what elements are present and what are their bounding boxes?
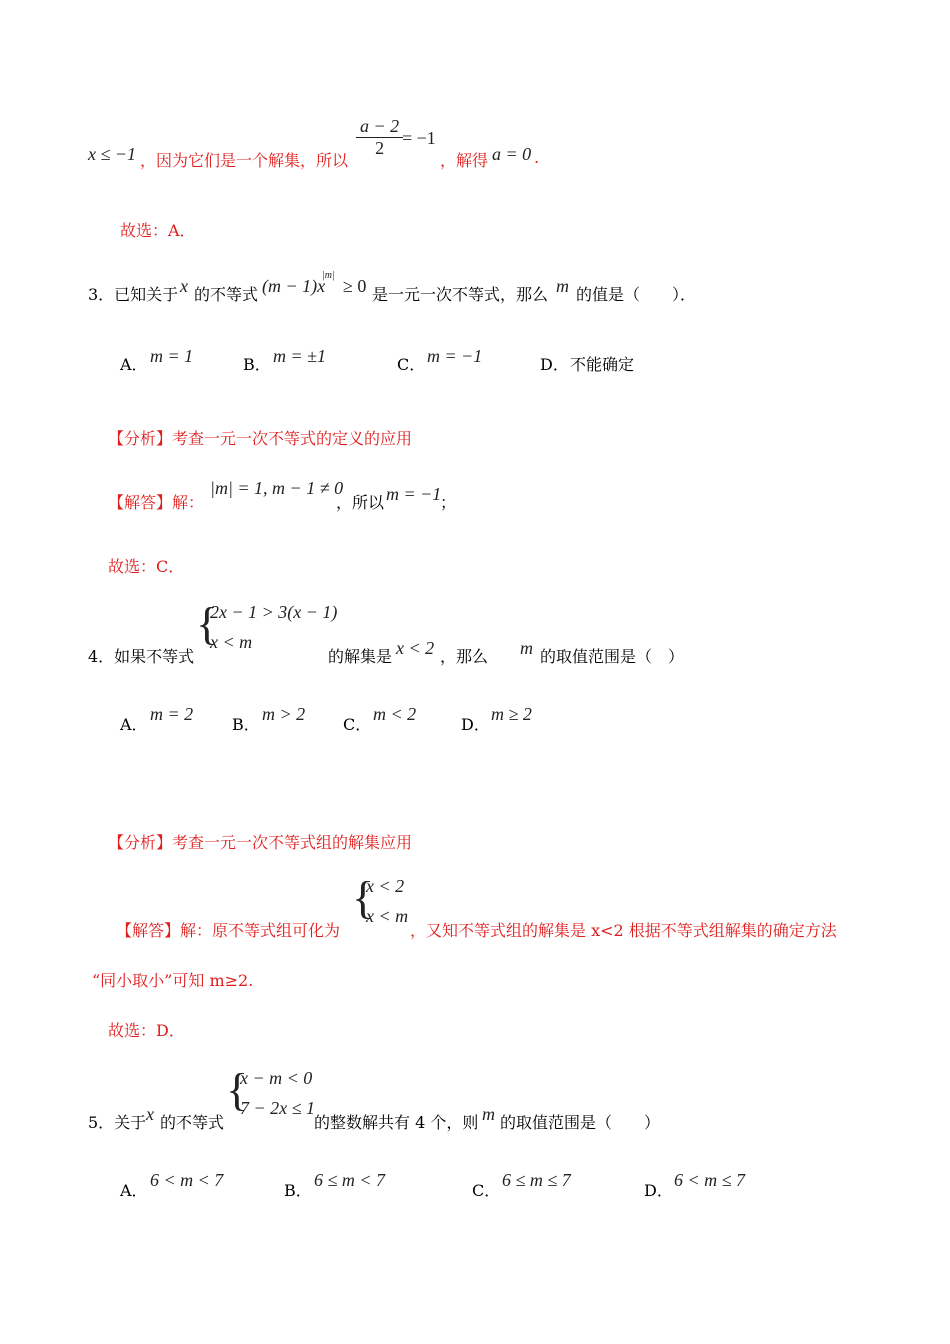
q4-option-a-label: A． <box>120 715 148 734</box>
q5-option-a: 6 < m < 7 <box>150 1170 224 1190</box>
q5-option-c: 6 ≤ m ≤ 7 <box>502 1170 571 1190</box>
q4-option-a: m = 2 <box>150 704 194 724</box>
q3-answer-math-2: m = −1 <box>386 484 442 504</box>
q5-option-b: 6 ≤ m < 7 <box>314 1170 386 1190</box>
q4-answer-system-brace: { <box>352 872 375 923</box>
q3-number: 3．已知关于 <box>88 285 179 304</box>
q5-option-d: 6 < m ≤ 7 <box>674 1170 746 1190</box>
q5-text-2: 的整数解共有 4 个，则 <box>314 1113 479 1132</box>
q4-option-d-label: D． <box>461 715 490 734</box>
q4-system-line-2: x < m <box>210 632 253 652</box>
q4-analysis: 【分析】考查一元一次不等式组的解集应用 <box>108 833 413 852</box>
q4-answer-text: ，又知不等式组的解集是 x<2 根据不等式组解集的确定方法 <box>410 921 837 940</box>
q4-option-c-label: C． <box>343 715 372 734</box>
q5-var-m: m <box>482 1104 495 1124</box>
q3-option-b: m = ±1 <box>273 346 327 366</box>
q4-option-d: m ≥ 2 <box>491 704 532 724</box>
q5-var-x: x <box>146 1104 154 1124</box>
q3-option-a: m = 1 <box>150 346 194 366</box>
q5-option-b-label: B． <box>284 1181 312 1200</box>
q5-option-a-label: A． <box>120 1181 148 1200</box>
q4-system-brace: { <box>196 598 219 649</box>
math-a-equals-0: a = 0 <box>492 144 532 164</box>
q5-system-brace: { <box>226 1064 249 1115</box>
q5-system-line-1: x − m < 0 <box>240 1068 313 1088</box>
q5-option-c-label: C． <box>472 1181 501 1200</box>
q4-system-line-1: 2x − 1 > 3(x − 1) <box>210 602 338 622</box>
q5-text-3: 的取值范围是（ ） <box>500 1113 661 1132</box>
q5-number: 5．关于 <box>88 1113 147 1132</box>
fraction-numerator: a − 2 <box>356 116 403 138</box>
q4-var-m: m <box>520 638 533 658</box>
q3-option-c-label: C． <box>397 355 426 374</box>
q4-choose: 故选：D． <box>108 1021 185 1040</box>
q3-text-1: 的不等式 <box>194 285 259 304</box>
q3-option-b-label: B． <box>243 355 271 374</box>
q3-choose: 故选：C． <box>108 557 185 576</box>
q3-var-x: x <box>180 276 188 296</box>
q4-number: 4．如果不等式 <box>88 647 195 666</box>
choose-answer-a: 故选：A． <box>120 221 196 240</box>
q4-option-c: m < 2 <box>373 704 417 724</box>
q3-answer-head: 【解答】解： <box>108 493 205 512</box>
q3-text-3: 的值是（ ）． <box>576 285 697 304</box>
q4-answer-system-line-1: x < 2 <box>366 876 405 896</box>
math-x-le-minus1: x ≤ −1 <box>88 144 137 164</box>
q4-option-b: m > 2 <box>262 704 306 724</box>
fragment-text-2: ，解得 <box>440 151 489 170</box>
q5-option-d-label: D． <box>644 1181 673 1200</box>
q5-text-1: 的不等式 <box>160 1113 225 1132</box>
q3-text-2: 是一元一次不等式，那么 <box>372 285 549 304</box>
q3-option-a-label: A． <box>120 355 148 374</box>
q3-var-m: m <box>556 276 569 296</box>
q3-option-d: 不能确定 <box>570 355 635 374</box>
q4-text-2: ，那么 <box>440 647 489 666</box>
q4-text-1: 的解集是 <box>328 647 393 666</box>
q4-text-3: 的取值范围是（ ） <box>540 647 685 666</box>
q3-exponent: |m| <box>322 270 335 281</box>
fraction-denominator: 2 <box>375 138 385 158</box>
q3-answer-text: ，所以 <box>336 493 385 512</box>
fraction-rhs: = −1 <box>402 128 436 148</box>
q3-answer-math: |m| = 1, m − 1 ≠ 0 <box>210 478 344 498</box>
q3-answer-end: ； <box>440 493 457 512</box>
q3-option-d-label: D． <box>540 355 569 374</box>
q3-analysis: 【分析】考查一元一次不等式的定义的应用 <box>108 429 413 448</box>
q3-option-c: m = −1 <box>427 346 483 366</box>
q5-system-line-2: 7 − 2x ≤ 1 <box>240 1098 316 1118</box>
fraction-a-minus-2-over-2 <box>356 116 403 159</box>
fragment-period: . <box>534 148 540 167</box>
q4-answer-line-2: “同小取小”可知 m≥2. <box>92 971 254 990</box>
q4-condition: x < 2 <box>396 638 435 658</box>
q4-answer-system-line-2: x < m <box>366 906 409 926</box>
q3-inequality: (m − 1)x <box>262 276 326 296</box>
fragment-text-1: ，因为它们是一个解集，所以 <box>140 151 349 170</box>
q4-answer-head: 【解答】解：原不等式组可化为 <box>116 921 341 940</box>
q4-option-b-label: B． <box>232 715 260 734</box>
q3-ge-zero: ≥ 0 <box>343 276 367 296</box>
